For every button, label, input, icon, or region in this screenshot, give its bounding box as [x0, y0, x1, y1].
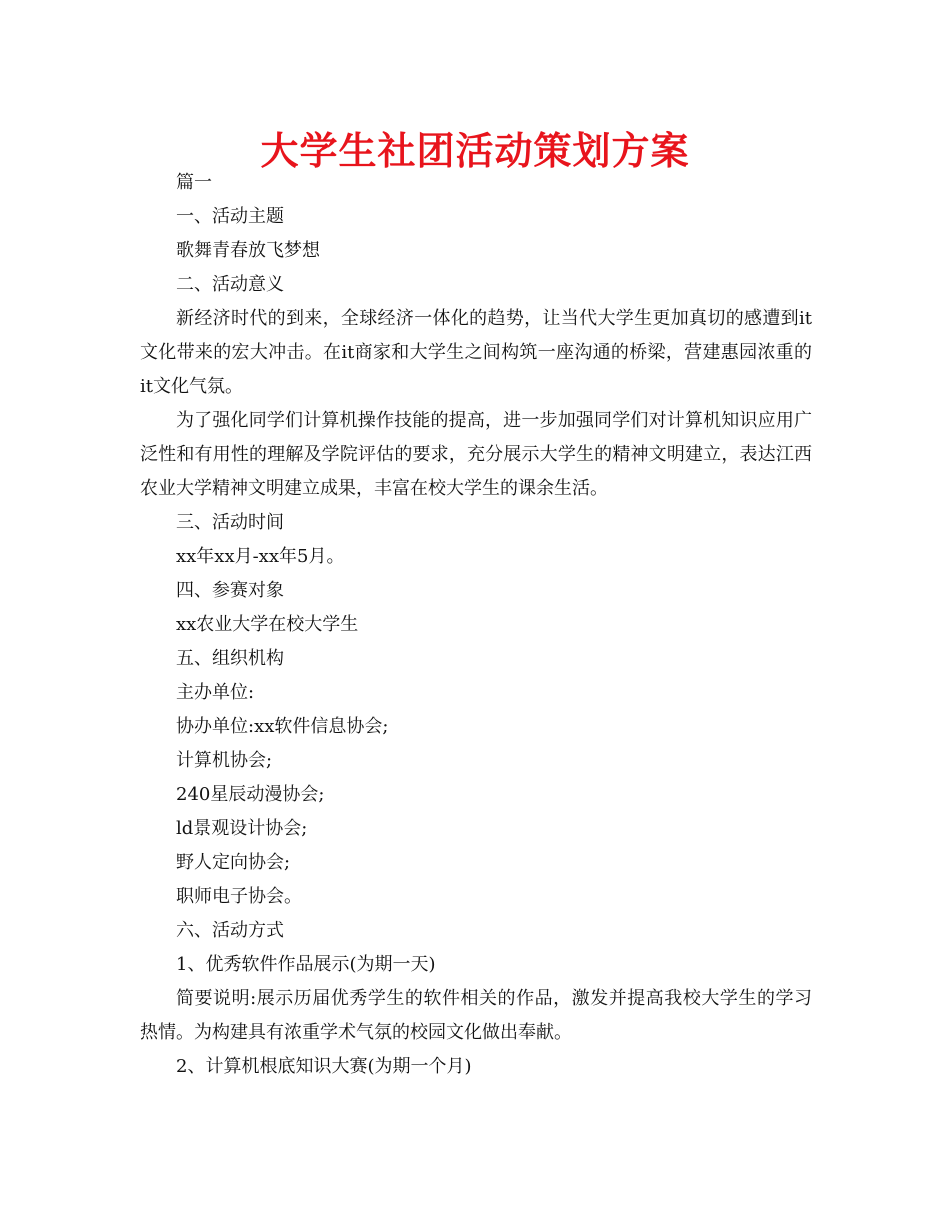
document-paragraph: 四、参赛对象 — [176, 580, 284, 601]
document-paragraph: 二、活动意义 — [176, 274, 284, 295]
document-paragraph: 主办单位: — [176, 682, 255, 703]
document-paragraph: 协办单位:xx软件信息协会; — [176, 716, 389, 737]
document-paragraph: 野人定向协会; — [176, 852, 291, 873]
document-paragraph: 职师电子协会。 — [176, 886, 302, 907]
document-paragraph: 一、活动主题 — [176, 206, 284, 227]
document-paragraph: 1、优秀软件作品展示(为期一天) — [176, 954, 436, 975]
document-paragraph: xx农业大学在校大学生 — [176, 614, 359, 635]
document-paragraph: 简要说明:展示历届优秀学生的软件相关的作品，激发并提高我校大学生的学习热情。为构建具有浓重学术气氛的校园文化做出奉献。 — [140, 988, 812, 1043]
document-paragraph: 歌舞青春放飞梦想 — [176, 240, 320, 261]
document-paragraph: 三、活动时间 — [176, 512, 284, 533]
document-paragraph: 为了强化同学们计算机操作技能的提高，进一步加强同学们对计算机知识应用广泛性和有用性的理解及学院评估的要求，充分展示大学生的精神文明建立，表达江西农业大学精神文明建立成果，丰富在校大学生的课余生活。 — [140, 410, 812, 499]
document-paragraph: xx年xx月-xx年5月。 — [176, 546, 345, 567]
document-paragraph: 2、计算机根底知识大赛(为期一个月) — [176, 1056, 472, 1077]
document-paragraph: 240星辰动漫协会; — [176, 784, 325, 805]
document-body — [140, 166, 812, 1084]
document-paragraph: 篇一 — [176, 172, 212, 193]
document-paragraph: 计算机协会; — [176, 750, 273, 771]
document-paragraph: 六、活动方式 — [176, 920, 284, 941]
document-title: 大学生社团活动策划方案 — [260, 129, 690, 173]
document-paragraph: ld景观设计协会; — [176, 818, 308, 839]
document-paragraph: 新经济时代的到来，全球经济一体化的趋势，让当代大学生更加真切的感遭到it文化带来的宏大冲击。在it商家和大学生之间构筑一座沟通的桥梁，营建惠园浓重的it文化气氛。 — [140, 308, 812, 397]
document-paragraph: 五、组织机构 — [176, 648, 284, 669]
